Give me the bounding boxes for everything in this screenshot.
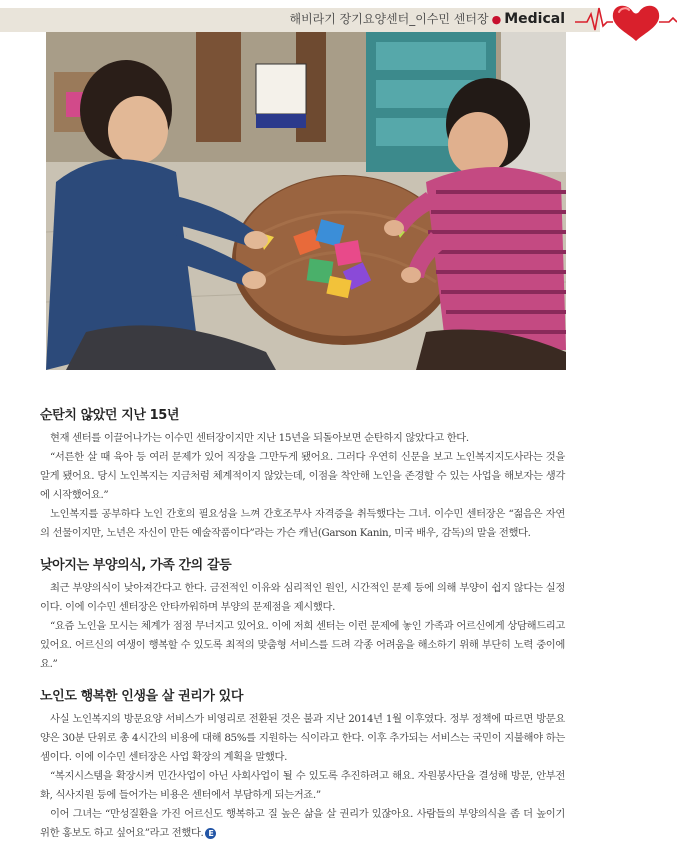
paragraph-text: 이어 그녀는 “만성질환을 가진 어르신도 행복하고 질 높은 삶을 살 권리가 있잖아요. 사람들의 부양의식을 좀 더 높이기 위한 홍보도 하고 싶어요”라고 전했다. [40, 808, 565, 839]
section-title: 낮아지는 부양의식, 가족 간의 갈등 [40, 558, 232, 573]
article-body [40, 404, 565, 854]
heart-heartbeat-icon [575, 0, 677, 42]
paragraph: 현재 센터를 이끌어나가는 이수민 센터장이지만 지난 15년을 되돌아보면 순탄하지 않았다고 한다. [50, 432, 469, 444]
page-header [0, 0, 677, 36]
section-title: 노인도 행복한 인생을 살 권리가 있다 [40, 689, 243, 704]
interview-photo [46, 32, 566, 370]
header-dot: ● [491, 13, 502, 26]
article-section [40, 685, 565, 843]
paragraph: 최근 부양의식이 낮아져간다고 한다. 금전적인 이유와 심리적인 원인, 시간적인 문제 등에 의해 부양이 쉽지 않다는 실정이다. 이에 이수민 센터장은 안타까워하며 부양의 문제점을 제시했다. [40, 582, 565, 613]
end-mark-icon: E [205, 828, 216, 839]
article-section [40, 404, 565, 543]
header-line [289, 10, 565, 27]
header-section-label: Medical [504, 11, 565, 27]
paragraph: “서른한 살 때 육아 등 여러 문제가 있어 직장을 그만두게 됐어요. 그러다 우연히 신문을 보고 노인복지지도사라는 것을 알게 됐어요. 당시 노인복지는 지금처럼 체계적이지 않았는데, 이점을 착안해 노인을 존경할 수 있는 사업을 해보자는 생각에 시작했어요.” [40, 451, 565, 501]
section-title: 순탄치 않았던 지난 15년 [40, 408, 180, 423]
paragraph: “요즘 노인을 모시는 체계가 점점 무너지고 있어요. 이에 저희 센터는 이런 문제에 놓인 가족과 어르신에게 상담해드리고 있어요. 어르신의 여생이 행복할 수 있도록 최적의 맞춤형 서비스를 드려 각종 어려움을 해소하기 위해 부단히 노력 중이에요.” [40, 620, 565, 670]
article-section [40, 554, 565, 674]
paragraph-final [40, 805, 565, 843]
paragraph: 사실 노인복지의 방문요양 서비스가 비영리로 전환된 것은 불과 지난 2014년 1월 이후였다. 정부 정책에 따르면 방문요양은 30분 단위로 총 4시간의 비용에 대해 85%를 지원하는 식이라고 한다. 이후 추가되는 서비스는 국민이 지불해야 하는 셈이다. 이에 이수민 센터장은 사업 확장의 계획을 말했다. [40, 713, 565, 763]
paragraph: “복지시스템을 확장시켜 민간사업이 아닌 사회사업이 될 수 있도록 추진하려고 해요. 자원봉사단을 결성해 방문, 안부전화, 식사지원 등에 들어가는 비용은 센터에서 부담하게 되는거죠.” [40, 770, 565, 801]
paragraph: 노인복지를 공부하다 노인 간호의 필요성을 느껴 간호조무사 자격증을 취득했다는 그녀. 이수민 센터장은 “젊음은 자연의 선물이지만, 노년은 자신이 만든 예술작품이다”라는 가슨 캐닌(Garson Kanin, 미국 배우, 감독)의 말을 전했다. [40, 508, 565, 539]
header-title: 해비라기 장기요양센터_이수민 센터장 [289, 12, 489, 26]
